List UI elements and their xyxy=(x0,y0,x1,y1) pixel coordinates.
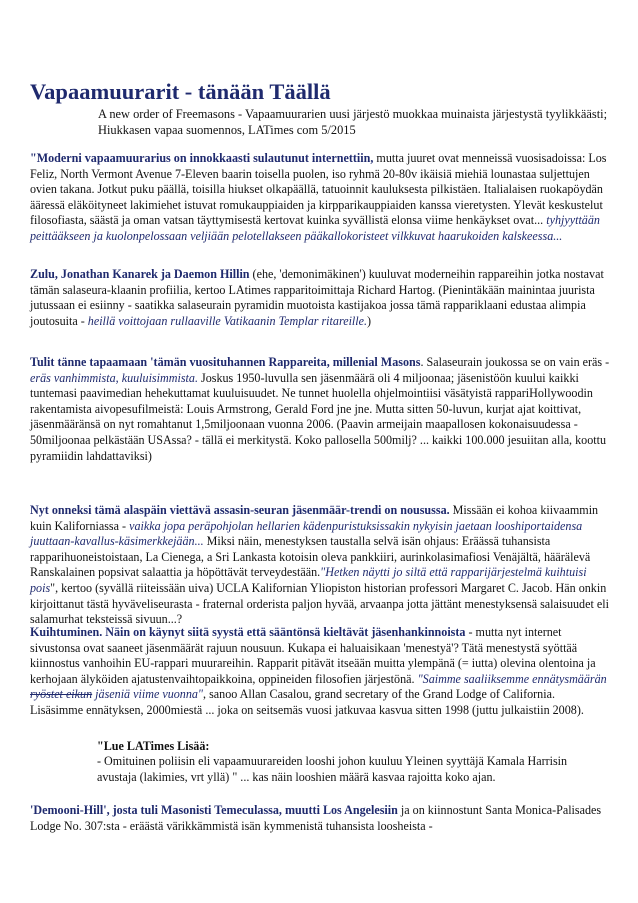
paragraph-1-italic: tyhjyyttään peittääkseen ja kuolonpelossaan veljiään pelotellakseen pääkallokoristeet vilkkuvat haarukoiden kalskeessa... xyxy=(30,213,600,243)
document-subtitle: A new order of Freemasons - Vapaamuurarien uusi järjestö muokkaa muinaista järjestystä tyylikkäästi; Hiukkasen vapaa suomennos, LATimes com 5/2015 xyxy=(98,107,608,137)
paragraph-2-text: (ehe, 'demonimäkinen') kuuluvat moderneihin rappareihin jotka nostavat tämän salaseura-klaanin profiilia, kertoo LAtimes rapparitoimittaja Richard Hartog. (Pienintäkään mainintaa juurista jutussaan ei esiinny - saatikka salaseurain pyramidin muotoista kastijakoa jossa tämä rappariklaani edustaa alimpia joutosuita - xyxy=(30,267,604,328)
paragraph-2-italic: heillä voittojaan rullaaville Vatikaanin Templar ritareille. xyxy=(87,313,368,328)
paragraph-5-lead: Kuihtuminen. Näin on käynyt siitä syystä että sääntönsä kieltävät jäsenhankinnoista xyxy=(30,625,466,639)
paragraph-2-end: ) xyxy=(367,313,372,328)
paragraph-5-italic-1: "Saimme saaliiksemme ennätysmäärän xyxy=(417,671,607,686)
quote-heading: "Lue LATimes Lisää: xyxy=(97,739,210,753)
paragraph-4 xyxy=(30,503,610,628)
paragraph-1-lead: "Moderni vapaamuurarius on innokkaasti sulautunut internettiin, xyxy=(30,151,374,165)
paragraph-5-text2: , sanoo Allan Casalou, grand secretary of the Grand Lodge of California. Lisäsimme ennätyksen, 2000miestä ... joka on seitsemäs vuosi jatkuvaa kasvua sitten 1998 (juttu julkaistiin 2008). xyxy=(30,687,584,717)
paragraph-5-text: - mutta nyt internet sivustonsa ovat saaneet jäsenmäärät rajuun nousuun. Kukapa ei haluaisikaan 'menestyä'? Tätä menestystä syöttää kiinnostus vanhoihin EU-rappari muurareihin. Rapparit pitävät itseään muitta ylempänä (= iutta) olevina olentoina ja kerhojaan älyköiden ajatustenvaihtopaikkoina, oppineiden filosofien järjestönä. xyxy=(30,625,596,686)
paragraph-6 xyxy=(30,803,610,834)
paragraph-1-text: mutta juuret ovat menneissä vuosisadoissa: Los Feliz, North Vermont Avenue 7-Eleven baarin toisella puolen, iso ryhmä 20-80v ikäisiä miehiä lounastaa suljettujen ovien takana. Jotkut puku päällä, toisilla hiukset olkapäällä, tatuoinnit kauluksesta pilkistäen. Italialaisen ruokapöydän ääressä eläköityneet lakimiehet istuvat romukauppiaiden ja kirpparikauppiaiden kanssa vieretysten. Ylevät keskustelut filosofiasta, säästä ja oman vatsan täyttymisestä kertovat kuinka syvällistä elonsa viime henkäykset ovat... xyxy=(30,151,607,228)
paragraph-4-quote: "Hetken näytti jo siltä että rapparijärjestelmä kuihtuisi pois xyxy=(30,565,587,595)
paragraph-3 xyxy=(30,355,610,464)
paragraph-4-text3: ", kertoo (syvällä riiteissään uiva) UCLA Kalifornian Yliopiston historian professori Margaret C. Jacob. Hän onkin kirjoittanut tästä hyväveliseurasta - fraternal orderista paljon hyvää, arvaanpa jotta jättänt menestyksensä salaisuudet eli salamurhat teksteissä sivuun...? xyxy=(30,580,609,627)
paragraph-3-text2: Joskus 1950-luvulla sen jäsenmäärä oli 4 miljoonaa; jäsenistöön kuului kaikki tuntemasi paavimedian hehekuttamat kuuluisuudet. Ne tunnet huolella ohjelmointiisi väsätyistä rappariHollywoodin rakentamista aivopesufilmeistä: Louis Armstrong, Gerald Ford jne jne. Mutta sitten 50-luvun, kurjat ajat koittivat, jäsenmääränsä on nyt romahtanut 1,5miljoonaan vuonna 2006. (Paavin armeijain maapallosen kokonaisuudessa - 50miljoonaa pelkästään USAssa? - tällä ei merkitystä. Koko pallosella 500milj? ... kaikki 100.000 jesuiitan alla, koottu pyramiidin lahdattaviksi) xyxy=(30,370,607,463)
paragraph-4-text: Missään ei kohoa kiivaammin kuin Kaliforniassa - xyxy=(30,503,599,533)
paragraph-4-lead: Nyt onneksi tämä alaspäin viettävä assasin-seuran jäsenmäär-trendi on nousussa. xyxy=(30,503,450,517)
quote-body: - Omituinen poliisin eli vapaamuurareiden looshi johon kuuluu Yleinen syyttäjä Kamala Harrisin avustaja (lakimies, vrt yllä) " ... kas näin looshien määrä kasvaa rajoitta koko ajan. xyxy=(97,754,568,784)
paragraph-3-text: . Salaseurain joukossa se on vain eräs - xyxy=(420,355,610,369)
paragraph-2-lead: Zulu, Jonathan Kanarek ja Daemon Hillin xyxy=(30,267,250,281)
paragraph-5 xyxy=(30,625,610,719)
paragraph-6-text: ja on kiinnostunt Santa Monica-Palisades Lodge No. 307:sta - eräästä värikkämmistä isän kymmenistä tuhansista loosheista - xyxy=(30,803,602,833)
paragraph-4-text2: Miksi näin, menestyksen taustalla selvä isän ohjaus: Eräässä tuhansista rapparihuoneistoistaan, La Cienega, a Sri Lankasta kotoisin oleva pankkiiri, aurinkolasimafiosi Venäjältä, häärälevä Ranskalainen popsivat salaattia ja höpöttävät terveydestään. xyxy=(30,534,591,580)
paragraph-3-italic: eräs vanhimmista, kuuluisimmista. xyxy=(30,370,198,385)
document-title: Vapaamuurarit - tänään Täällä xyxy=(30,79,331,104)
paragraph-4-italic: vaikka jopa peräpohjolan hellarien kädenpuristuksissakin nykyisin jaetaan looshiportaidensa juuttaan-kavallus-käsimerkkejään... xyxy=(30,518,583,549)
paragraph-6-lead: 'Demooni-Hill', josta tuli Masonisti Temeculassa, muutti Los Angelesiin xyxy=(30,803,398,817)
paragraph-1 xyxy=(30,151,610,245)
paragraph-5-italic-2: jäseniä viime vuonna" xyxy=(92,687,204,702)
paragraph-3-lead: Tulit tänne tapaamaan 'tämän vuosituhannen Rappareita, millenial Masons xyxy=(30,355,421,369)
paragraph-5-strike: ryöstet eikun xyxy=(30,687,93,702)
paragraph-2 xyxy=(30,267,610,329)
